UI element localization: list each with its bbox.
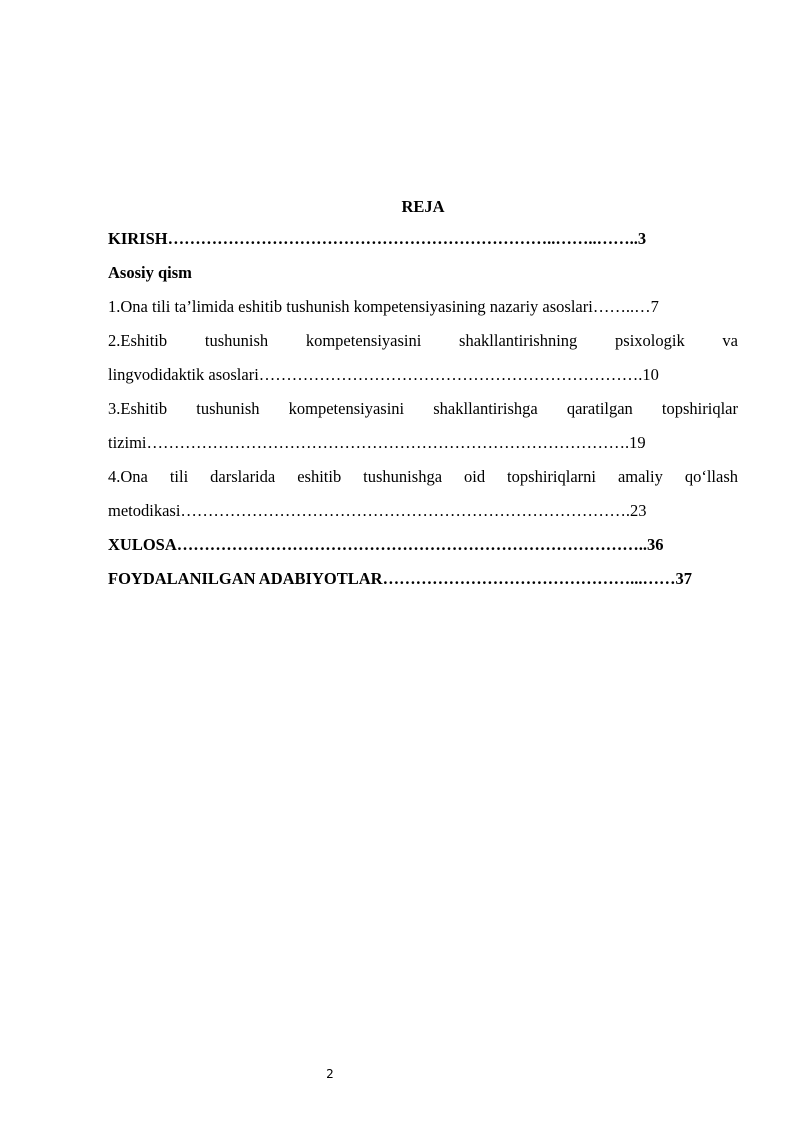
toc-entry-2-line-1: 2.Eshitib tushunish kompetensiyasini shakllantirishning psixologik va [108,331,738,350]
toc-entry-kirish: KIRISH……………………………………………………………..……..……..3 [108,229,647,248]
toc-section-heading: Asosiy qism [108,263,192,282]
toc-entry-adabiyotlar: FOYDALANILGAN ADABIYOTLAR………………………………………...……37 [108,569,692,588]
toc-entry-xulosa: XULOSA…………………………………………………………………………..36 [108,535,664,554]
toc-entry-1: 1.Ona tili ta’limida eshitib tushunish kompetensiyasining nazariy asoslari……..…7 [108,297,659,316]
toc-entry-3-line-1: 3.Eshitib tushunish kompetensiyasini shakllantirishga qaratilgan topshiriqlar [108,399,738,418]
toc-entry-2-line-2: lingvodidaktik asoslari…………………………………………………………….10 [108,365,659,384]
toc-title: REJA [401,197,445,216]
page-number: 2 [326,1067,334,1081]
toc-entry-3-line-2: tizimi…………………………………………………………………………….19 [108,433,646,452]
toc-entry-4-line-1: 4.Ona tili darslarida eshitib tushunishga oid topshiriqlarni amaliy qo‘llash [108,467,738,486]
table-of-contents [108,192,738,596]
toc-entry-4-line-2: metodikasi……………………………………………………………………….23 [108,501,647,520]
